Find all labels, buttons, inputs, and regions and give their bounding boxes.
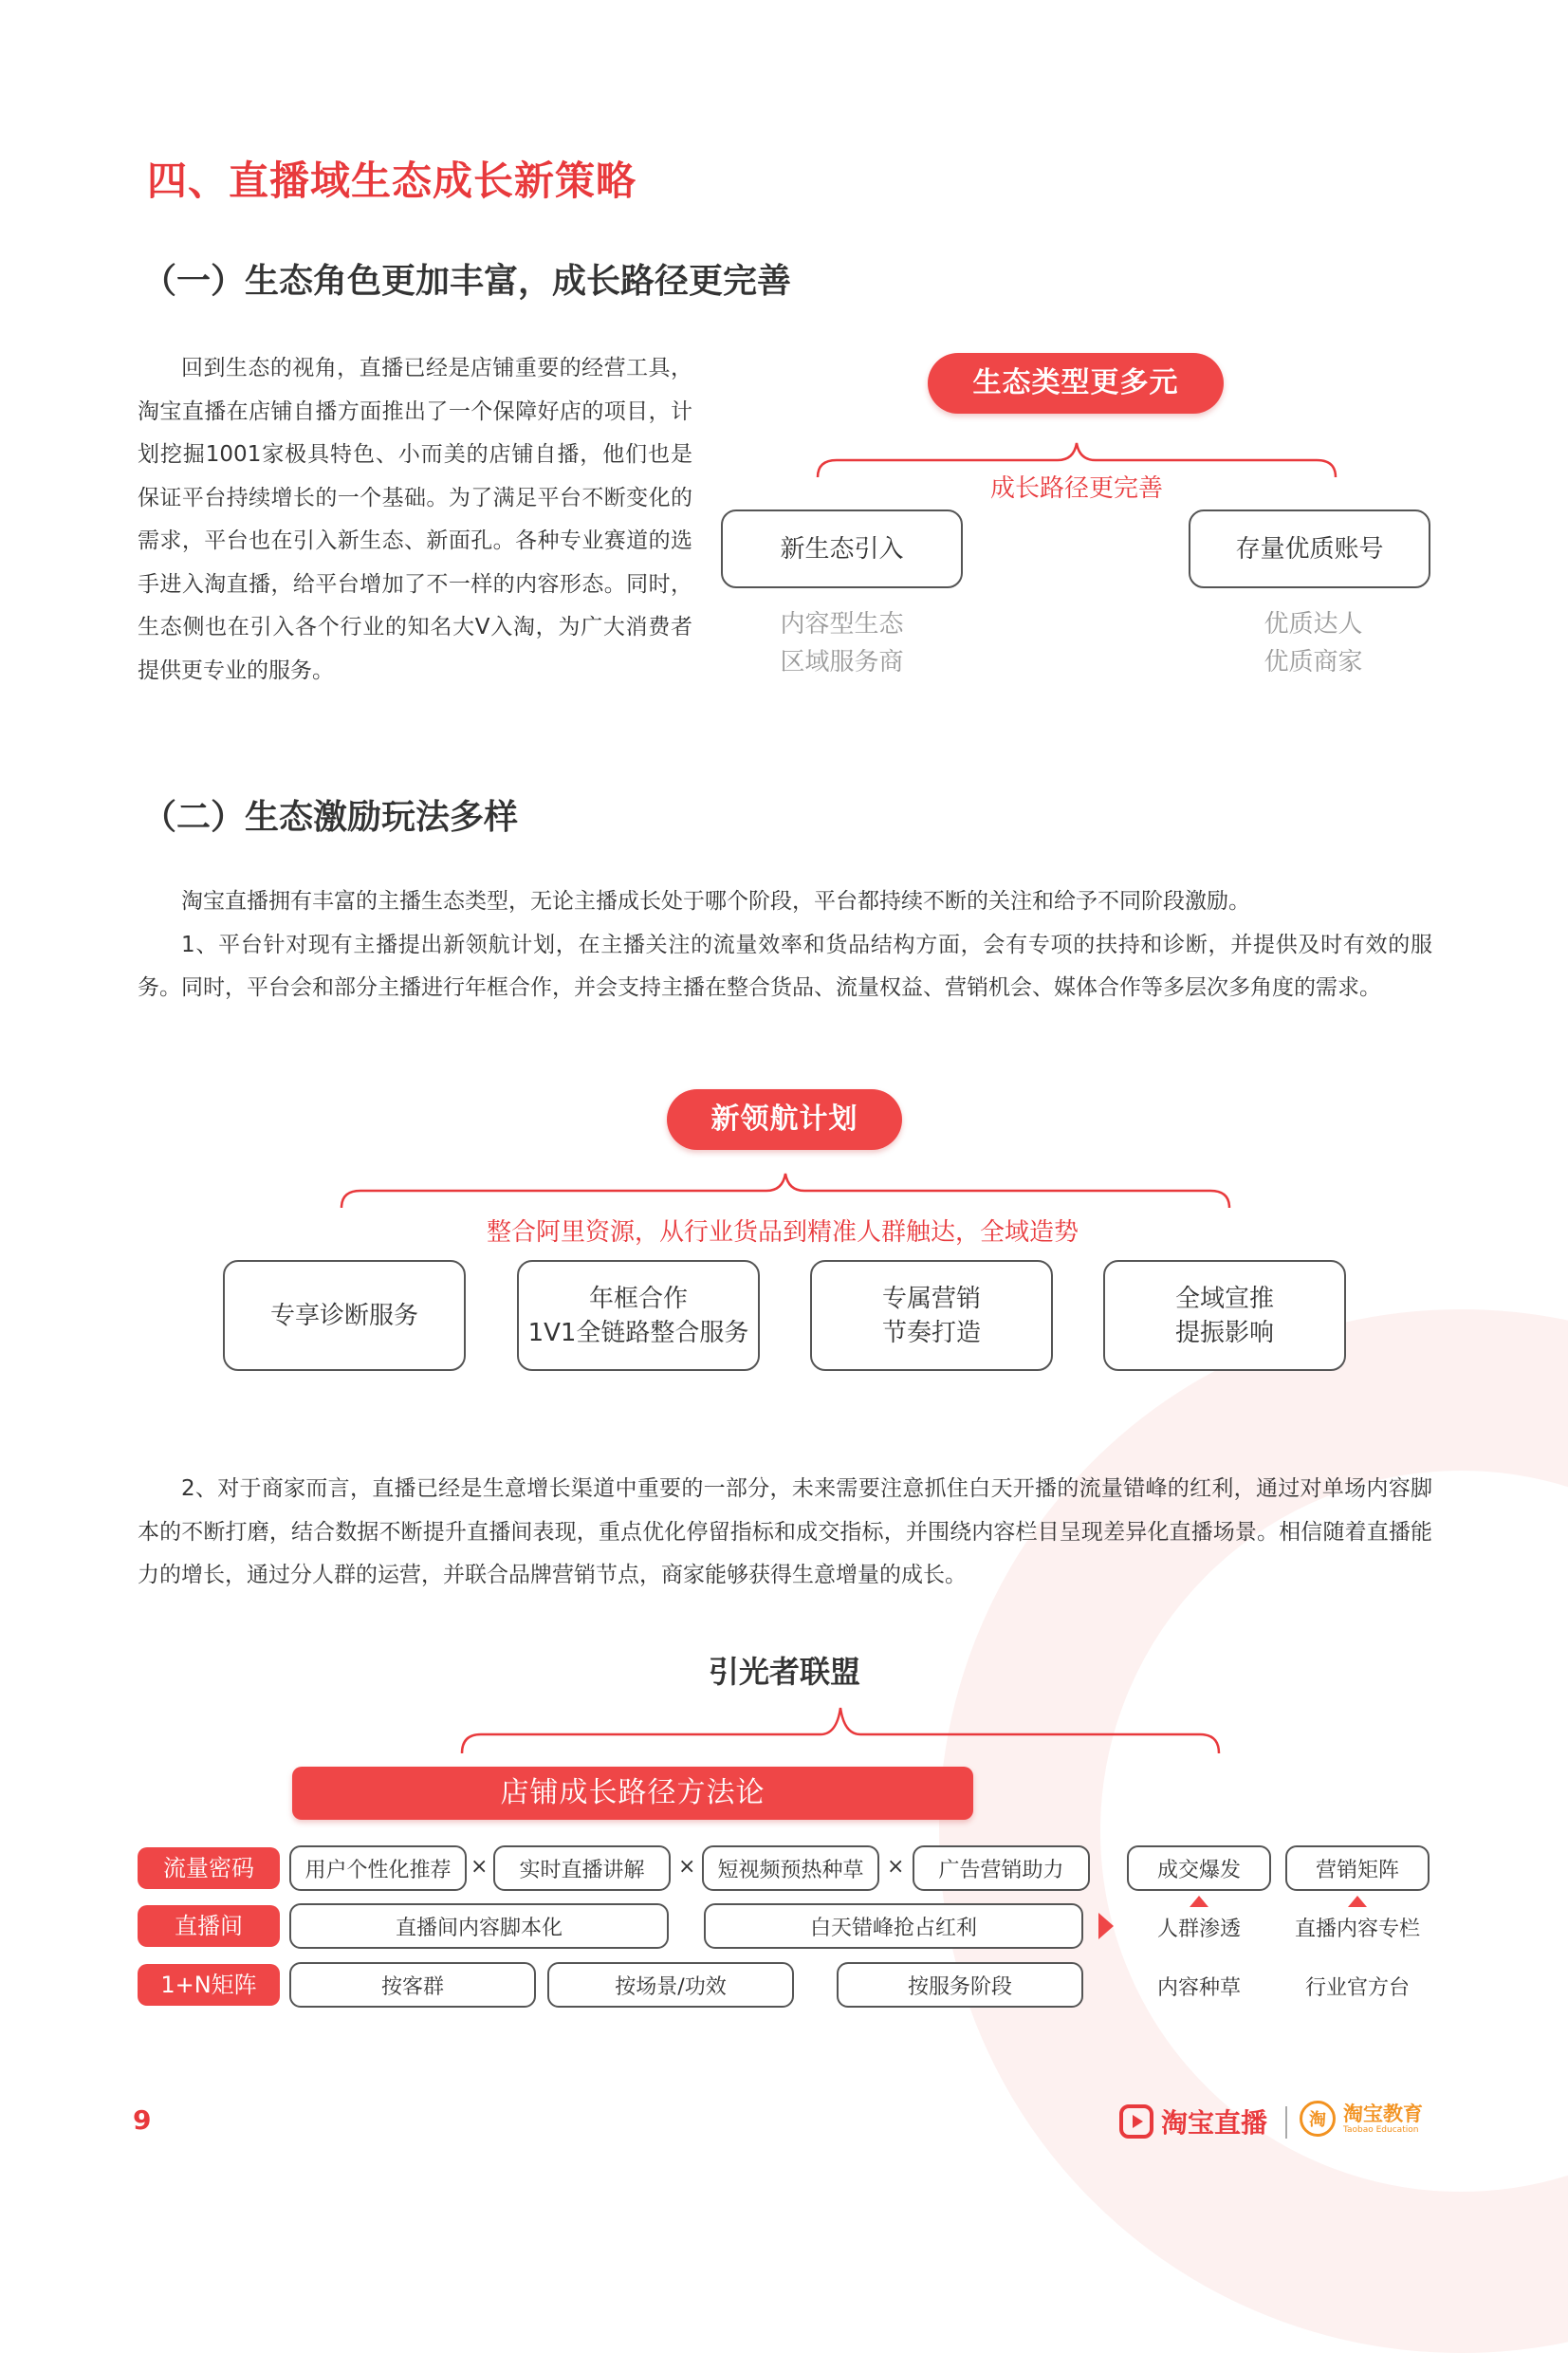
taobao-education-icon: 淘 xyxy=(1300,2101,1336,2137)
growth-path-subtitle: 成长路径更完善 xyxy=(989,474,1163,503)
background-decoration xyxy=(939,1309,1568,2353)
diagram3-brace xyxy=(460,1706,1224,1755)
times-sign: × xyxy=(678,1855,696,1879)
new-ecology-box xyxy=(721,510,963,588)
logo-divider xyxy=(1285,2106,1287,2139)
service-box-line1: 全域宣推 xyxy=(1174,1284,1274,1313)
play-icon xyxy=(1119,2104,1153,2139)
live-room-tag: 直播间 xyxy=(138,1905,280,1947)
up-arrow-icon xyxy=(1190,1896,1208,1907)
section2-paragraph2-text: 1、平台针对现有主播提出新领航计划，在主播关注的流量效率和货品结构方面，会有专项的扶持和诊断，并提供及时有效的服务。同时，平台会和部分主播进行年框合作，并会支持主播在整合货品、流量权益、营销机会、媒体合作等多层次多角度的需求。 xyxy=(138,932,1432,1000)
service-box-line2: 1V1全链路整合服务 xyxy=(527,1318,749,1347)
result-text: 直播内容专栏 xyxy=(1294,1918,1420,1941)
left-item: 区域服务商 xyxy=(780,648,904,676)
up-arrow-icon xyxy=(1348,1896,1367,1907)
service-box xyxy=(223,1260,466,1371)
result-text: 内容种草 xyxy=(1156,1976,1241,2000)
existing-accounts-label: 存量优质账号 xyxy=(1235,534,1384,564)
method-box: 按场景/功效 xyxy=(547,1962,794,2008)
times-sign: × xyxy=(470,1855,489,1879)
section2-paragraph3-text: 2、对于商家而言，直播已经是生意增长渠道中重要的一部分，未来需要注意抓住白天开播的流量错峰的红利，通过对单场内容脚本的不断打磨，结合数据不断提升直播间表现，重点优化停留指标和成交指标，并围绕内容栏目呈现差异化直播场景。相信随着直播能力的增长，通过分人群的运营，并联合品牌营销节点，商家能够获得生意增量的成长。 xyxy=(138,1476,1432,1587)
method-box: 直播间内容脚本化 xyxy=(289,1903,669,1949)
section1-heading: （一）生态角色更加丰富，成长路径更完善 xyxy=(142,262,792,301)
method-box: 按服务阶段 xyxy=(837,1962,1083,2008)
right-item: 优质达人 xyxy=(1264,610,1363,639)
method-box: 用户个性化推荐 xyxy=(289,1845,467,1891)
method-box: 广告营销助力 xyxy=(913,1845,1090,1891)
existing-accounts-box xyxy=(1189,510,1430,588)
matrix-tag: 1+N矩阵 xyxy=(138,1964,280,2006)
section2-paragraph1 xyxy=(138,880,1432,1010)
result-box: 成交爆发 xyxy=(1127,1845,1271,1891)
service-box-line2: 提振影响 xyxy=(1174,1318,1274,1347)
taobao-education-logo-en: Taobao Education xyxy=(1343,2125,1419,2135)
traffic-code-tag: 流量密码 xyxy=(138,1847,280,1889)
diagram2-subtitle: 整合阿里资源，从行业货品到精准人群触达，全域造势 xyxy=(486,1218,1079,1247)
right-items-list xyxy=(1207,605,1420,681)
left-item: 内容型生态 xyxy=(780,610,904,639)
result-text: 行业官方台 xyxy=(1304,1976,1410,2000)
taobao-live-logo-text: 淘宝直播 xyxy=(1161,2107,1268,2139)
method-box: 白天错峰抢占红利 xyxy=(704,1903,1083,1949)
section1-paragraph-text: 回到生态的视角，直播已经是店铺重要的经营工具，淘宝直播在店铺自播方面推出了一个保障好店的项目，计划挖掘1001家极具特色、小而美的店铺自播，他们也是保证平台持续增长的一个基础。为了满足平台不断变化的需求，平台也在引入新生态、新面孔。各种专业赛道的选手进入淘直播，给平台增加了不一样的内容形态。同时，生态侧也在引入各个行业的知名大V入淘，为广大消费者提供更专业的服务。 xyxy=(138,356,692,683)
taobao-live-logo xyxy=(1119,2103,1267,2140)
service-box xyxy=(517,1260,760,1371)
service-box-line1: 专属营销 xyxy=(881,1284,981,1313)
page-title: 四、直播域生态成长新策略 xyxy=(147,157,637,204)
method-box: 按客群 xyxy=(289,1962,536,2008)
right-item: 优质商家 xyxy=(1264,648,1363,676)
diagram3-title: 引光者联盟 xyxy=(708,1654,860,1690)
method-box: 短视频预热种草 xyxy=(702,1845,879,1891)
right-arrow-icon xyxy=(1098,1913,1114,1939)
result-text: 人群渗透 xyxy=(1156,1918,1241,1941)
service-box-line1: 年框合作 xyxy=(588,1284,688,1313)
section2-paragraph3 xyxy=(138,1468,1432,1598)
page-number: 9 xyxy=(133,2104,152,2136)
times-sign: × xyxy=(887,1855,905,1879)
service-box-line1: 专享诊断服务 xyxy=(269,1301,418,1330)
taobao-education-logo-text: 淘宝教育 xyxy=(1343,2103,1423,2125)
section2-heading: （二）生态激励玩法多样 xyxy=(142,798,519,837)
section1-paragraph xyxy=(138,347,692,693)
service-box xyxy=(1103,1260,1346,1371)
service-box-line2: 节奏打造 xyxy=(881,1318,981,1347)
navigator-plan-pill: 新领航计划 xyxy=(667,1089,902,1150)
methodology-bar: 店铺成长路径方法论 xyxy=(292,1767,973,1820)
result-box: 营销矩阵 xyxy=(1285,1845,1430,1891)
service-box xyxy=(810,1260,1053,1371)
ecology-types-pill: 生态类型更多元 xyxy=(928,353,1224,414)
method-box: 实时直播讲解 xyxy=(493,1845,671,1891)
diagram2-brace xyxy=(340,1172,1231,1210)
new-ecology-label: 新生态引入 xyxy=(780,534,904,564)
left-items-list xyxy=(735,605,949,681)
taobao-education-logo xyxy=(1300,2101,1423,2137)
section2-paragraph1-text: 淘宝直播拥有丰富的主播生态类型，无论主播成长处于哪个阶段，平台都持续不断的关注和给予不同阶段激励。 xyxy=(181,889,1250,914)
